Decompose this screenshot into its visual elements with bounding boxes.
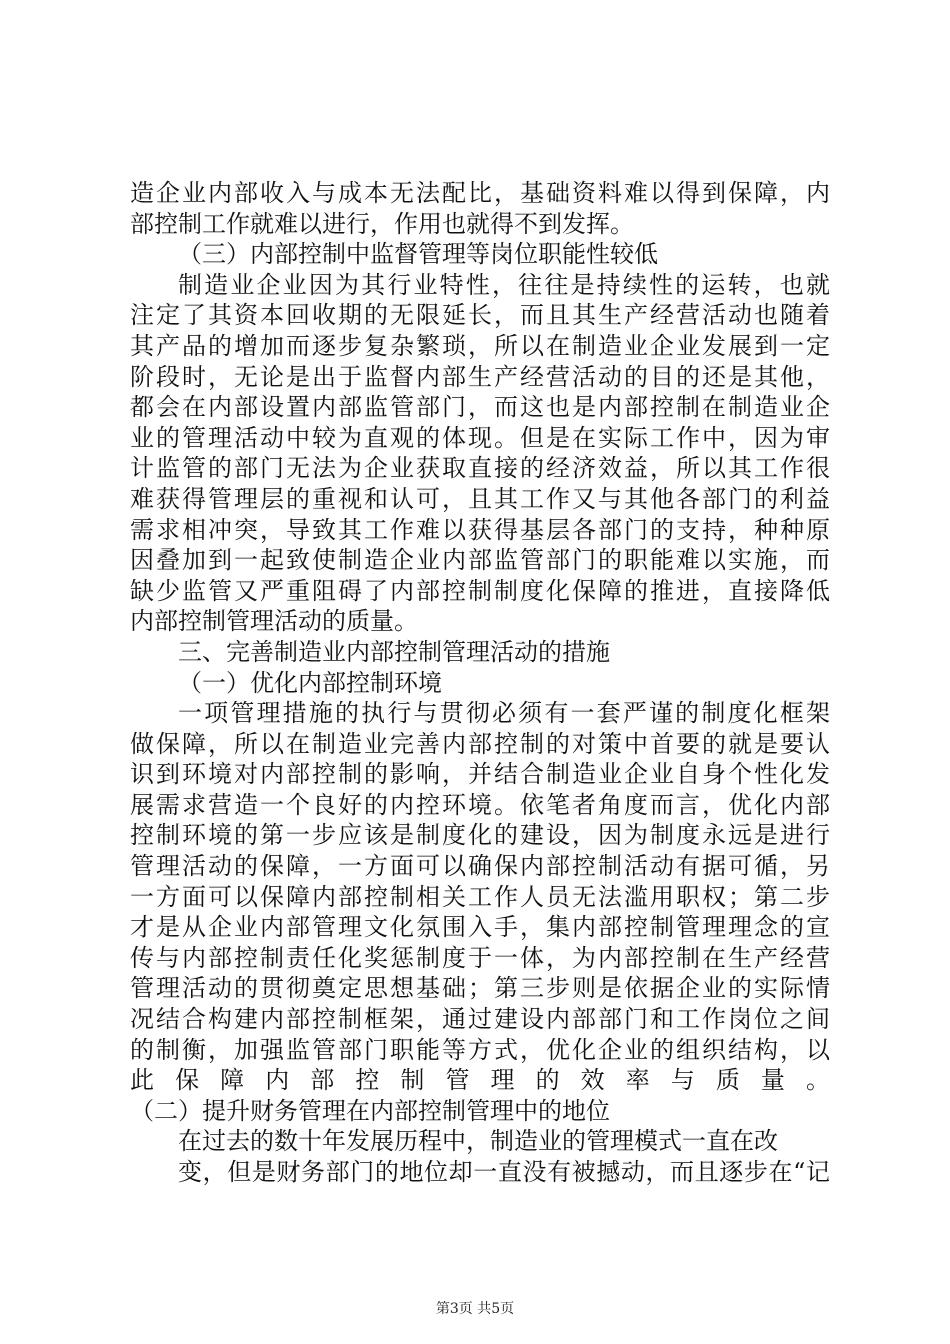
paragraph-line: 管理活动的贯彻奠定思想基础；第三步则是依据企业的实际情 — [130, 974, 830, 1003]
paragraph-line: 展需求营造一个良好的内控环境。依笔者角度而言，优化内部 — [130, 790, 830, 819]
paragraph-line: 需求相冲突，导致其工作难以获得基层各部门的支持，种种原 — [130, 515, 830, 544]
paragraph-line: 做保障，所以在制造业完善内部控制的对策中首要的就是要认 — [130, 729, 830, 758]
section-heading: 三、完善制造业内部控制管理活动的措施 — [178, 637, 610, 666]
paragraph-line: 识到环境对内部控制的影响，并结合制造业企业自身个性化发 — [130, 760, 830, 789]
paragraph-line: 才是从企业内部管理文化氛围入手，集内部控制管理理念的宣 — [130, 913, 830, 942]
paragraph-line: 计监管的部门无法为企业获取直接的经济效益，所以其工作很 — [130, 454, 830, 483]
section-heading: （三）内部控制中监督管理等岗位职能性较低 — [178, 240, 658, 269]
paragraph-line: 部控制工作就难以进行，作用也就得不到发挥。 — [130, 209, 634, 238]
paragraph-line: 况结合构建内部控制框架，通过建设内部部门和工作岗位之间 — [130, 1005, 830, 1034]
paragraph-line: 一方面可以保障内部控制相关工作人员无法滥用职权；第二步 — [130, 882, 830, 911]
paragraph-line: 其产品的增加而逐步复杂繁琐，所以在制造业企业发展到一定 — [130, 331, 830, 360]
paragraph-line: 难获得管理层的重视和认可，且其工作又与其他各部门的利益 — [130, 484, 830, 513]
paragraph-line: 阶段时，无论是出于监督内部生产经营活动的目的还是其他， — [130, 362, 830, 391]
paragraph-line: 内部控制管理活动的质量。 — [130, 607, 418, 636]
paragraph-line: 因叠加到一起致使制造企业内部监管部门的职能难以实施，而 — [130, 546, 830, 575]
paragraph-line: 制造业企业因为其行业特性，往往是持续性的运转，也就 — [178, 270, 830, 299]
section-heading: （一）优化内部控制环境 — [178, 668, 442, 697]
paragraph-line: 一项管理措施的执行与贯彻必须有一套严谨的制度化框架 — [178, 699, 830, 728]
paragraph-line: 业的管理活动中较为直观的体现。但是在实际工作中，因为审 — [130, 423, 830, 452]
body-text — [130, 178, 830, 1218]
section-heading: 在过去的数十年发展历程中，制造业的管理模式一直在改 — [178, 1127, 778, 1156]
paragraph-line: 缺少监管又严重阻碍了内部控制制度化保障的推进，直接降低 — [130, 576, 830, 605]
paragraph-line: 控制环境的第一步应该是制度化的建设，因为制度永远是进行 — [130, 821, 830, 850]
paragraph-line: 造企业内部收入与成本无法配比，基础资料难以得到保障，内 — [130, 179, 830, 207]
paragraph-line — [130, 1188, 830, 1219]
paragraph-line: 的制衡，加强监管部门职能等方式，优化企业的组织结构，以 — [130, 1035, 830, 1064]
paragraph-line: 传与内部控制责任化奖惩制度于一体，为内部控制在生产经营 — [130, 943, 830, 972]
paragraph-line: 管理活动的保障，一方面可以确保内部控制活动有据可循，另 — [130, 852, 830, 881]
paragraph-line: 变，但是财务部门的地位却一直没有被撼动，而且逐步在“记 — [178, 1158, 830, 1186]
paragraph-line: 注定了其资本回收期的无限延长，而且其生产经营活动也随着 — [130, 301, 830, 330]
paragraph-line: 此保障内部控制管理的效率与质量。 — [130, 1066, 830, 1095]
page-footer: 第3页 共5页 — [435, 1301, 515, 1317]
paragraph-line: 都会在内部设置内部监管部门，而这也是内部控制在制造业企 — [130, 393, 830, 422]
paragraph-line: （二）提升财务管理在内部控制管理中的地位 — [130, 1096, 610, 1125]
